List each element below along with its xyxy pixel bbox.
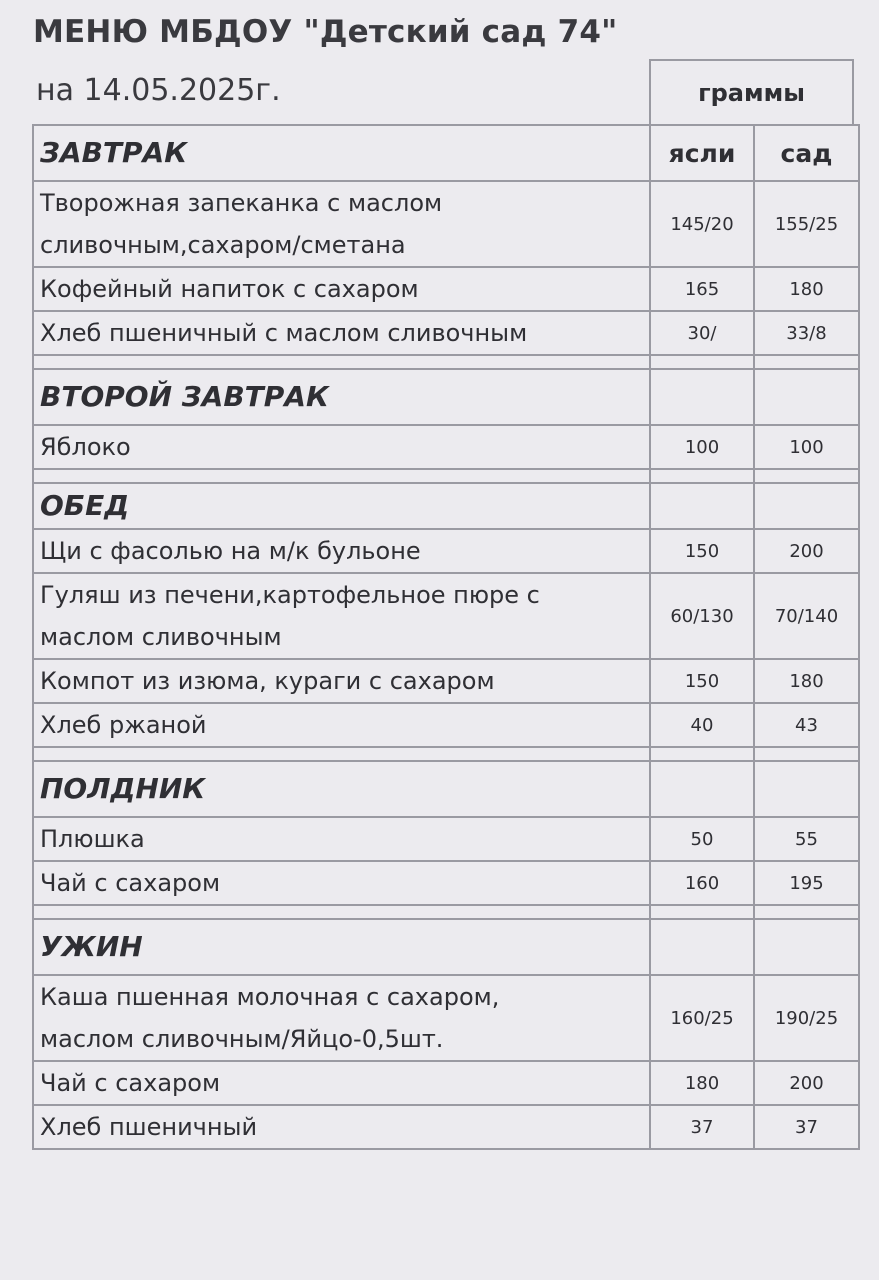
garden-grams: 100 [754, 425, 859, 469]
table-row [33, 425, 859, 469]
nursery-grams: 60/130 [650, 573, 754, 659]
section-title: УЖИН [33, 919, 650, 975]
nursery-grams: 150 [650, 659, 754, 703]
nursery-grams: 150 [650, 529, 754, 573]
dish-name: Каша пшенная молочная с сахаром, маслом сливочным/Яйцо-0,5шт. [33, 975, 650, 1061]
garden-grams: 180 [754, 659, 859, 703]
dish-name: Творожная запеканка с маслом сливочным,сахаром/сметана [33, 181, 650, 267]
dish-name: Кофейный напиток с сахаром [33, 267, 650, 311]
dish-name: Хлеб ржаной [33, 703, 650, 747]
nursery-grams: 165 [650, 267, 754, 311]
table-row [33, 181, 859, 267]
section-title: ПОЛДНИК [33, 761, 650, 817]
garden-grams: 70/140 [754, 573, 859, 659]
grams-header [649, 59, 854, 124]
section-header [33, 125, 859, 181]
spacer-row [33, 355, 859, 369]
table-row [33, 659, 859, 703]
nursery-grams: 180 [650, 1061, 754, 1105]
garden-grams: 195 [754, 861, 859, 905]
nursery-grams: 160/25 [650, 975, 754, 1061]
garden-grams: 33/8 [754, 311, 859, 355]
dish-name: Яблоко [33, 425, 650, 469]
section-title: ЗАВТРАК [33, 125, 650, 181]
menu-title: МЕНЮ МБДОУ "Детский сад 74" [33, 14, 618, 50]
section-header [33, 483, 859, 529]
table-row [33, 1105, 859, 1149]
section-header [33, 919, 859, 975]
spacer-row [33, 905, 859, 919]
column-garden: сад [754, 125, 859, 181]
garden-grams: 37 [754, 1105, 859, 1149]
dish-name: Хлеб пшеничный [33, 1105, 650, 1149]
table-row [33, 311, 859, 355]
nursery-grams: 100 [650, 425, 754, 469]
section-header [33, 761, 859, 817]
garden-grams: 155/25 [754, 181, 859, 267]
garden-grams: 55 [754, 817, 859, 861]
table-row [33, 817, 859, 861]
menu-table [32, 124, 860, 1150]
nursery-grams: 40 [650, 703, 754, 747]
table-row [33, 975, 859, 1061]
spacer-row [33, 469, 859, 483]
table-row [33, 1061, 859, 1105]
garden-grams: 190/25 [754, 975, 859, 1061]
dish-name: Плюшка [33, 817, 650, 861]
nursery-grams: 160 [650, 861, 754, 905]
table-row [33, 573, 859, 659]
spacer-row [33, 747, 859, 761]
dish-name: Чай с сахаром [33, 861, 650, 905]
dish-name: Щи с фасолью на м/к бульоне [33, 529, 650, 573]
dish-name: Хлеб пшеничный с маслом сливочным [33, 311, 650, 355]
section-title: ОБЕД [33, 483, 650, 529]
dish-name: Чай с сахаром [33, 1061, 650, 1105]
table-row [33, 703, 859, 747]
table-row [33, 861, 859, 905]
garden-grams: 180 [754, 267, 859, 311]
dish-name: Гуляш из печени,картофельное пюре с маслом сливочным [33, 573, 650, 659]
nursery-grams: 50 [650, 817, 754, 861]
menu-date: на 14.05.2025г. [36, 73, 281, 108]
garden-grams: 200 [754, 529, 859, 573]
dish-name: Компот из изюма, кураги с сахаром [33, 659, 650, 703]
nursery-grams: 30/ [650, 311, 754, 355]
table-row [33, 267, 859, 311]
column-nursery: ясли [650, 125, 754, 181]
garden-grams: 43 [754, 703, 859, 747]
section-header [33, 369, 859, 425]
nursery-grams: 37 [650, 1105, 754, 1149]
section-title: ВТОРОЙ ЗАВТРАК [33, 369, 650, 425]
garden-grams: 200 [754, 1061, 859, 1105]
table-row [33, 529, 859, 573]
nursery-grams: 145/20 [650, 181, 754, 267]
grams-label: граммы [698, 79, 805, 107]
